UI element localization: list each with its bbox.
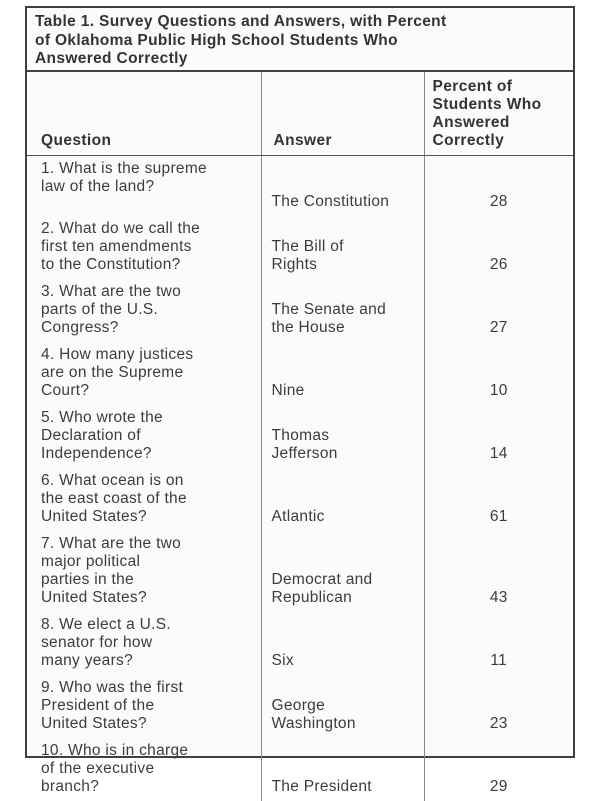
table-row	[27, 675, 573, 738]
question-header: Question	[27, 72, 261, 155]
table-row	[27, 612, 573, 675]
survey-table	[25, 6, 575, 795]
answer-cell: The Bill of Rights	[271, 238, 344, 273]
answer-cell: Atlantic	[271, 508, 325, 525]
answer-cell: Thomas Jefferson	[271, 427, 338, 462]
percent-cell: 61	[489, 508, 508, 525]
percent-cell: 23	[489, 715, 508, 732]
answer-header: Answer	[261, 72, 424, 155]
table-title: Table 1. Survey Questions and Answers, with Percent of Oklahoma Public High School Students Who Answered Correctly	[27, 8, 573, 72]
question-cell: 2. What do we call the first ten amendments to the Constitution?	[41, 220, 201, 273]
percent-cell: 14	[489, 445, 508, 462]
question-cell: 5. Who wrote the Declaration of Independence?	[41, 409, 163, 462]
question-cell: 1. What is the supreme law of the land?	[41, 159, 207, 195]
question-cell: 4. How many justices are on the Supreme Court?	[41, 346, 194, 399]
table-row	[27, 342, 573, 405]
question-cell: 6. What ocean is on the east coast of the United States?	[41, 472, 187, 525]
percent-cell: 26	[489, 256, 508, 273]
question-cell: 3. What are the two parts of the U.S. Congress?	[41, 283, 182, 336]
percent-cell: 43	[489, 589, 508, 606]
question-cell: 7. What are the two major political parties in the United States?	[41, 535, 182, 606]
percent-cell: 29	[489, 778, 508, 795]
table-row	[27, 531, 573, 612]
answer-cell: The Senate and the House	[271, 301, 387, 336]
question-cell: 8. We elect a U.S. senator for how many years?	[41, 616, 172, 669]
percent-header: Percent of Students Who Answered Correctly	[424, 72, 573, 155]
percent-cell: 28	[489, 193, 508, 210]
table-row	[27, 738, 573, 801]
question-cell: 9. Who was the first President of the United States?	[41, 679, 184, 732]
answer-cell: Nine	[271, 382, 305, 399]
percent-cell: 27	[489, 319, 508, 336]
table-row	[27, 468, 573, 531]
answer-cell: Democrat and Republican	[271, 571, 373, 606]
answer-cell: Six	[271, 652, 294, 669]
percent-cell: 11	[490, 652, 508, 669]
header-row	[27, 72, 573, 155]
answer-cell: George Washington	[271, 697, 356, 732]
table-row	[27, 405, 573, 468]
table-row	[27, 216, 573, 279]
answer-cell: The Constitution	[271, 193, 390, 210]
table-row	[27, 279, 573, 342]
results-table	[27, 72, 573, 801]
table-row	[27, 155, 573, 216]
answer-cell: The President	[271, 778, 372, 795]
percent-cell: 10	[489, 382, 508, 399]
question-cell: 10. Who is in charge of the executive branch?	[41, 742, 189, 795]
